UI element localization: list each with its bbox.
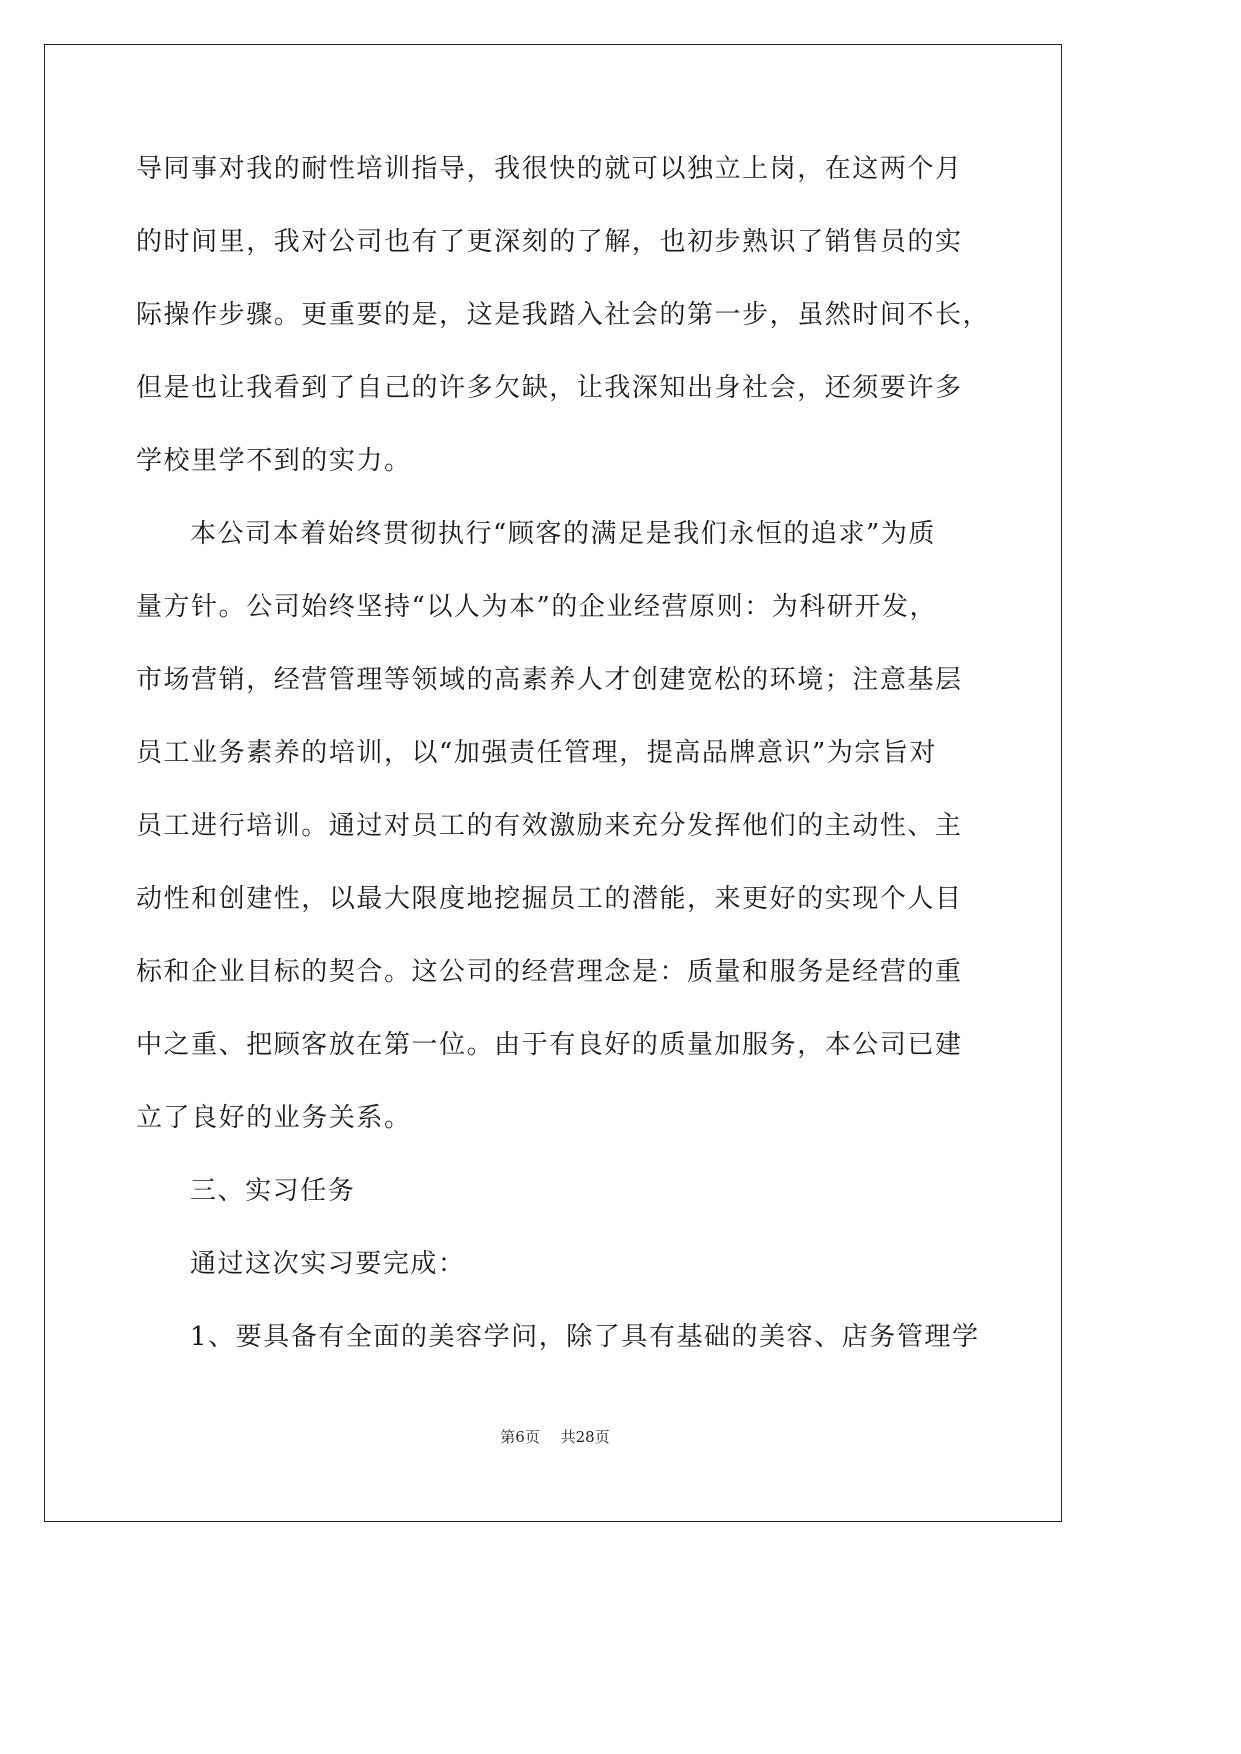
body-line: 标和企业目标的契合。这公司的经营理念是：质量和服务是经营的重 xyxy=(136,957,963,987)
body-line: 的时间里，我对公司也有了更深刻的了解，也初步熟识了销售员的实 xyxy=(136,227,963,257)
body-line: 市场营销，经营管理等领域的高素养人才创建宽松的环境；注意基层 xyxy=(136,665,963,695)
body-line: 际操作步骤。更重要的是，这是我踏入社会的第一步，虽然时间不长， xyxy=(136,300,991,330)
paragraph-start-line: 通过这次实习要完成： xyxy=(190,1249,466,1279)
page-number: 第6页 xyxy=(500,1428,540,1446)
body-line: 量方针。公司始终坚持“以人为本”的企业经营原则：为科研开发， xyxy=(136,592,938,622)
page-total: 共28页 xyxy=(560,1428,610,1446)
body-line: 立了良好的业务关系。 xyxy=(136,1103,412,1133)
body-line: 动性和创建性，以最大限度地挖掘员工的潜能，来更好的实现个人目 xyxy=(136,884,963,914)
page-border xyxy=(44,44,1062,1522)
body-line: 员工业务素养的培训，以“加强责任管理，提高品牌意识”为宗旨对 xyxy=(136,738,938,768)
body-line: 中之重、把顾客放在第一位。由于有良好的质量加服务，本公司已建 xyxy=(136,1030,963,1060)
paragraph-start-line: 本公司本着始终贯彻执行“顾客的满足是我们永恒的追求”为质 xyxy=(190,519,936,549)
page-footer xyxy=(0,1426,1110,1447)
body-line: 员工进行培训。通过对员工的有效激励来充分发挥他们的主动性、主 xyxy=(136,811,963,841)
body-line: 导同事对我的耐性培训指导，我很快的就可以独立上岗，在这两个月 xyxy=(136,154,963,184)
list-item-line: 1、要具备有全面的美容学问，除了具有基础的美容、店务管理学 xyxy=(190,1322,980,1352)
body-line: 学校里学不到的实力。 xyxy=(136,446,412,476)
body-line: 但是也让我看到了自己的许多欠缺，让我深知出身社会，还须要许多 xyxy=(136,373,963,403)
section-heading: 三、实习任务 xyxy=(190,1176,356,1206)
